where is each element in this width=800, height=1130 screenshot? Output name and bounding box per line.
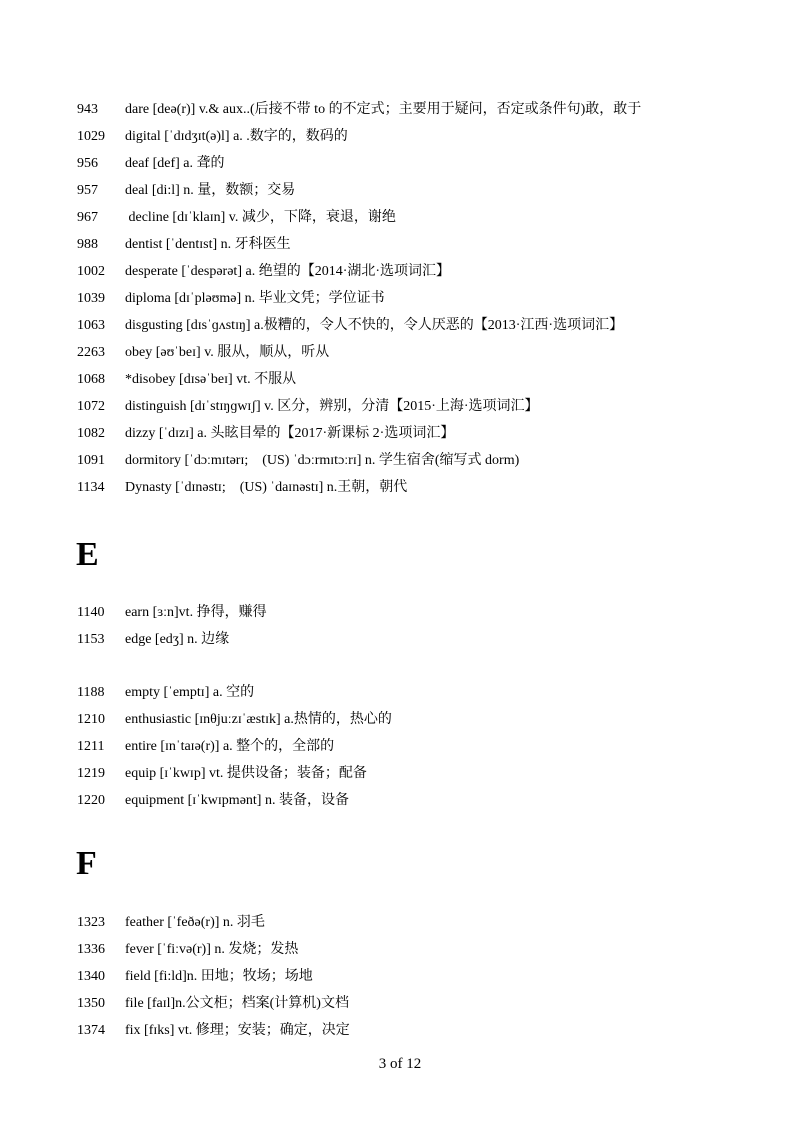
- entry-text: dare [deə(r)] v.& aux..(后接不带 to 的不定式；主要用于疑问，否定或条件句)敢，敢于: [125, 102, 642, 117]
- entry-text: deaf [def] a. 聋的: [125, 156, 225, 171]
- vocab-entry: [0, 422, 800, 446]
- entry-text: disgusting [dɪsˈɡʌstɪŋ] a.极糟的，令人不快的，令人厌恶的【2013·江西·选项词汇】: [125, 318, 624, 333]
- entry-number: 943: [77, 102, 98, 117]
- entry-text: field [fi:ld]n. 田地；牧场；场地: [125, 969, 313, 984]
- entry-number: 1336: [77, 942, 105, 957]
- entry-number: 957: [77, 183, 98, 198]
- entry-number: 1323: [77, 915, 105, 930]
- entry-text: empty [ˈemptɪ] a. 空的: [125, 685, 255, 700]
- vocab-entry: [0, 395, 800, 419]
- vocab-entry: [0, 125, 800, 149]
- vocab-entry: [0, 98, 800, 122]
- page-number: 3 of 12: [378, 1056, 422, 1072]
- entry-number: 1039: [77, 291, 105, 306]
- entry-text: fix [fɪks] vt. 修理；安装；确定，决定: [125, 1023, 350, 1038]
- entry-text: feather [ˈfeðə(r)] n. 羽毛: [125, 915, 265, 930]
- entry-number: 988: [77, 237, 98, 252]
- section-heading: E: [76, 536, 99, 573]
- vocab-entry: [0, 601, 800, 625]
- entry-text: *disobey [dɪsəˈbeɪ] vt. 不服从: [125, 372, 297, 387]
- entry-number: 1374: [77, 1023, 105, 1038]
- entry-text: fever [ˈfiːvə(r)] n. 发烧；发热: [125, 942, 299, 957]
- entry-number: 1220: [77, 793, 105, 808]
- vocab-entry: [0, 341, 800, 365]
- entry-text: file [faɪl]n.公文柜；档案(计算机)文档: [125, 996, 349, 1011]
- vocab-entry: [0, 368, 800, 392]
- entry-number: 1211: [77, 739, 105, 754]
- vocab-entry: [0, 762, 800, 786]
- vocab-entry: [0, 287, 800, 311]
- entry-number: 956: [77, 156, 98, 171]
- entry-number: 1029: [77, 129, 105, 144]
- entry-text: dizzy [ˈdɪzɪ] a. 头眩目晕的【2017·新课标 2·选项词汇】: [125, 426, 455, 441]
- entry-number: 1210: [77, 712, 105, 727]
- vocab-entry: [0, 152, 800, 176]
- entry-text: Dynasty [ˈdɪnəstɪ; (US) ˈdaɪnəstɪ] n.王朝，朝代: [125, 480, 408, 495]
- vocab-entry: [0, 233, 800, 257]
- vocab-entry: [0, 965, 800, 989]
- vocab-entry: [0, 992, 800, 1016]
- vocab-entry: [0, 179, 800, 203]
- entry-text: desperate [ˈdespərət] a. 绝望的【2014·湖北·选项词汇】: [125, 264, 451, 279]
- vocab-entry: [0, 681, 800, 705]
- entry-text: equipment [ɪˈkwɪpmənt] n. 装备，设备: [125, 793, 349, 808]
- entry-text: enthusiastic [ɪnθjuːzɪˈæstɪk] a.热情的，热心的: [125, 712, 392, 727]
- vocab-entry: [0, 476, 800, 500]
- vocab-entry: [0, 1019, 800, 1043]
- entry-number: 1072: [77, 399, 105, 414]
- entry-number: 1140: [77, 605, 105, 620]
- entry-text: obey [əʊˈbeɪ] v. 服从，顺从，听从: [125, 345, 330, 360]
- vocab-entry: [0, 628, 800, 652]
- entry-number: 1002: [77, 264, 105, 279]
- entry-number: 1350: [77, 996, 105, 1011]
- entry-text: earn [ɜːn]vt. 挣得，赚得: [125, 605, 267, 620]
- entry-number: 2263: [77, 345, 105, 360]
- entry-number: 1068: [77, 372, 105, 387]
- entry-number: 967: [77, 210, 98, 225]
- vocab-entry: [0, 314, 800, 338]
- entry-text: dormitory [ˈdɔːmɪtərɪ; (US) ˈdɔːrmɪtɔːrɪ] n. 学生宿舍(缩写式 dorm): [125, 453, 520, 468]
- entry-text: distinguish [dɪˈstɪŋɡwɪʃ] v. 区分，辨别，分清【2015·上海·选项词汇】: [125, 399, 539, 414]
- entry-text: dentist [ˈdentɪst] n. 牙科医生: [125, 237, 291, 252]
- vocab-entry: [0, 938, 800, 962]
- entry-text: decline [dɪˈklaɪn] v. 减少，下降，衰退，谢绝: [125, 210, 396, 225]
- vocab-entry: [0, 206, 800, 230]
- entry-number: 1063: [77, 318, 105, 333]
- vocab-entry: [0, 260, 800, 284]
- entry-number: 1153: [77, 632, 105, 647]
- entry-text: digital [ˈdɪdʒɪt(ə)l] a. .数字的，数码的: [125, 129, 348, 144]
- vocab-entry: [0, 911, 800, 935]
- section-heading: F: [76, 845, 97, 882]
- entry-text: diploma [dɪˈpləʊmə] n. 毕业文凭；学位证书: [125, 291, 385, 306]
- entry-number: 1188: [77, 685, 105, 700]
- vocab-entry: [0, 735, 800, 759]
- vocab-entry: [0, 708, 800, 732]
- vocab-entry: [0, 789, 800, 813]
- entry-text: edge [edʒ] n. 边缘: [125, 632, 230, 647]
- entry-number: 1134: [77, 480, 105, 495]
- entry-number: 1219: [77, 766, 105, 781]
- entry-text: deal [di:l] n. 量，数额；交易: [125, 183, 296, 198]
- entry-text: equip [ɪˈkwɪp] vt. 提供设备；装备；配备: [125, 766, 367, 781]
- vocab-entry: [0, 449, 800, 473]
- entry-number: 1091: [77, 453, 105, 468]
- entry-text: entire [ɪnˈtaɪə(r)] a. 整个的，全部的: [125, 739, 335, 754]
- entry-number: 1340: [77, 969, 105, 984]
- entry-number: 1082: [77, 426, 105, 441]
